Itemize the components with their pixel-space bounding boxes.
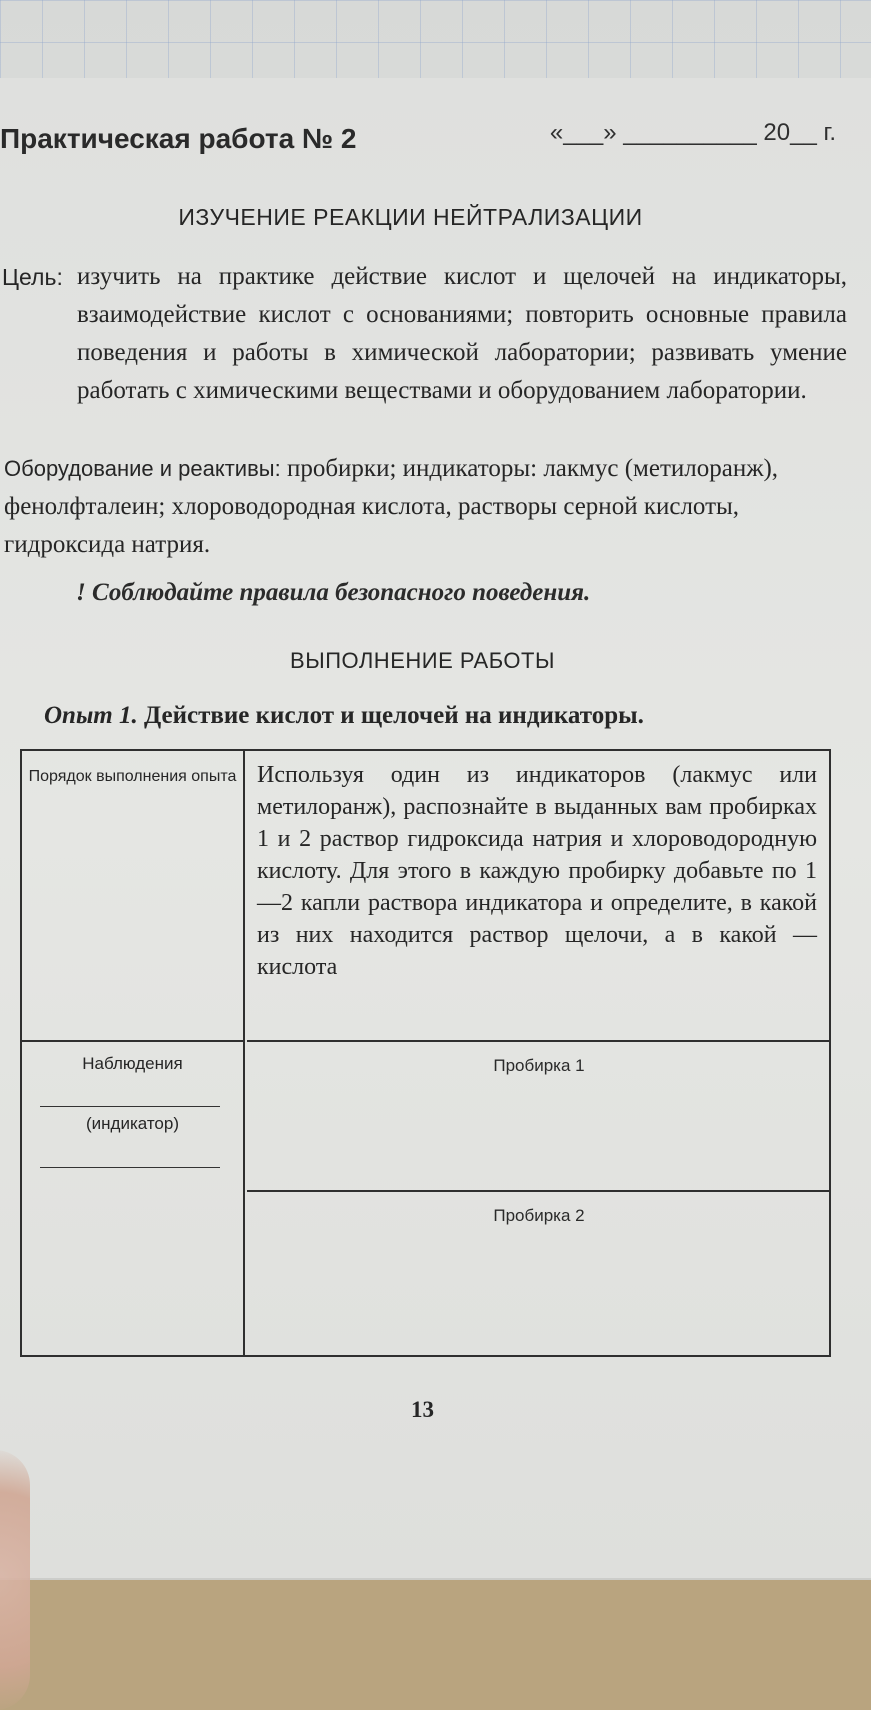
section-title: ВЫПОЛНЕНИЕ РАБОТЫ <box>290 648 555 673</box>
instruction-text: Используя один из индикаторов (лакмус или метилоранж), распознайте в выданных вам пробирках 1 и 2 раствор гидроксида натрия и хлороводородную кислоту. Для этого в каждую пробирку добавьте по 1—2 капли раствора индикатора и определите, в какой из них находится раствор щелочи, а в какой — кислота <box>257 762 817 980</box>
date-field <box>550 119 836 147</box>
experiment-title <box>44 702 644 730</box>
date-close-quote: » <box>603 119 617 146</box>
page-header <box>0 113 860 157</box>
indicator-label: (индикатор) <box>85 1114 180 1133</box>
notebook-grid-background <box>0 0 871 78</box>
indicator-blank-line-top[interactable] <box>40 1106 220 1107</box>
date-year: 20 <box>763 119 791 146</box>
tube-1-label: Пробирка 1 <box>493 1056 585 1075</box>
date-suffix: г. <box>823 119 836 146</box>
indicator-blank-line-bottom[interactable] <box>40 1167 220 1168</box>
experiment-table <box>20 749 831 1357</box>
order-label: Порядок выполнения опыта <box>28 768 237 785</box>
observations-label: Наблюдения <box>82 1054 183 1073</box>
equipment-paragraph <box>4 450 847 564</box>
page-number: 13 <box>411 1397 434 1422</box>
experiment-label: Опыт 1. <box>44 702 138 729</box>
date-day-blank: ___ <box>563 119 604 146</box>
tube-1-cell[interactable] <box>247 1040 831 1192</box>
instruction-cell <box>245 751 831 1040</box>
date-open-quote: « <box>549 119 564 146</box>
page-edge-shadow <box>0 1578 871 1580</box>
goal-label: Цель: <box>2 264 63 290</box>
work-title: Практическая работа № 2 <box>0 123 357 154</box>
order-cell <box>22 751 245 1040</box>
finger-edge <box>0 1450 30 1710</box>
equipment-text: пробирки; индикаторы: лакмус (метилоранж), фенолфталеин; хлороводородная кислота, растворы серной кислоты, гидроксида натрия. <box>4 455 779 558</box>
experiment-heading: Действие кислот и щелочей на индикаторы. <box>144 702 644 729</box>
main-title: ИЗУЧЕНИЕ РЕАКЦИИ НЕЙТРАЛИЗАЦИИ <box>178 204 643 230</box>
tube-2-cell[interactable] <box>247 1190 831 1359</box>
safety-warning: ! Соблюдайте правила безопасного поведения. <box>76 579 591 606</box>
equipment-label: Оборудование и реактивы: <box>4 456 281 481</box>
tube-2-label: Пробирка 2 <box>493 1206 585 1225</box>
observations-cell <box>22 1040 245 1357</box>
date-year-blank: __ <box>790 119 817 146</box>
goal-text: изучить на практике действие кислот и щелочей на индикаторы, взаимодействие кислот с основаниями; повторить основные правила поведения и работы в химической лаборатории; развивать умение работать с химическими веществами и оборудованием лаборатории. <box>77 263 847 404</box>
date-month-blank: __________ <box>623 119 757 146</box>
